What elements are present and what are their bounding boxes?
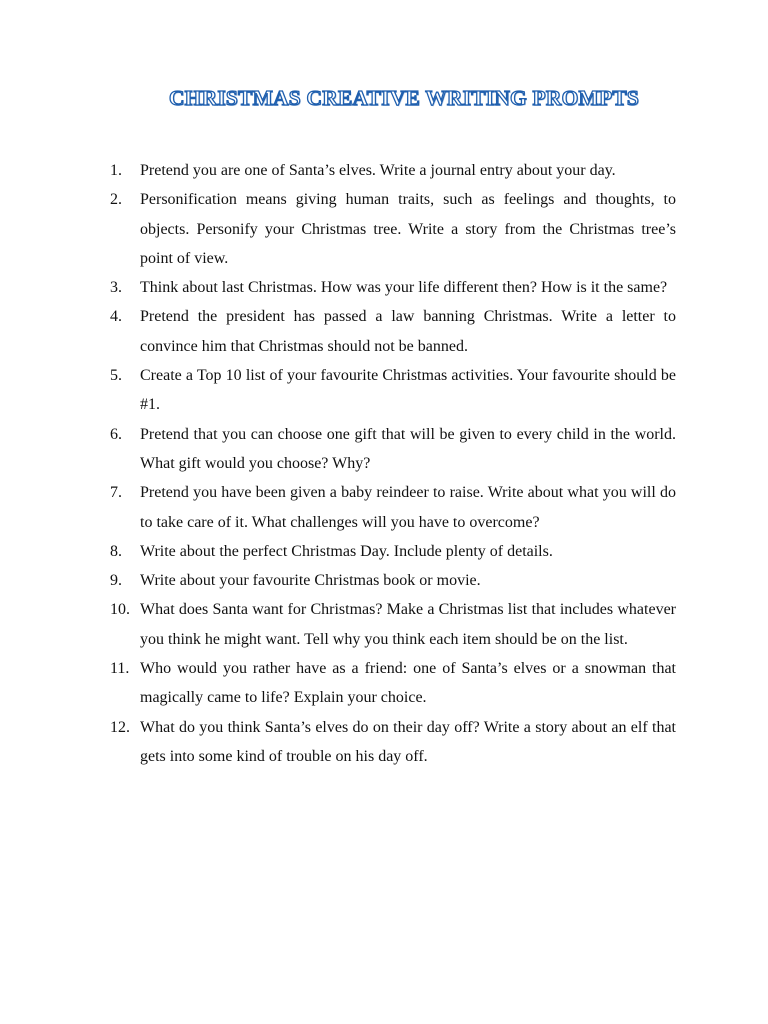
list-item-text: What do you think Santa’s elves do on their day off? Write a story about an elf that gets into some kind of trouble on his day off. xyxy=(140,718,676,765)
list-item-text: Pretend the president has passed a law banning Christmas. Write a letter to convince him that Christmas should not be banned. xyxy=(140,308,676,355)
list-item xyxy=(110,273,676,302)
list-item xyxy=(110,595,676,654)
list-item xyxy=(110,302,676,361)
list-item xyxy=(110,478,676,537)
list-item-number: 6. xyxy=(110,425,122,443)
list-item-number: 12. xyxy=(110,718,130,736)
list-item xyxy=(110,156,676,185)
list-item-number: 9. xyxy=(110,572,122,590)
list-item xyxy=(110,654,676,713)
list-item-number: 2. xyxy=(110,191,122,209)
list-item-text: Pretend you are one of Santa’s elves. Write a journal entry about your day. xyxy=(140,162,616,179)
list-item-number: 4. xyxy=(110,308,122,326)
list-item-text: Write about your favourite Christmas book or movie. xyxy=(140,572,481,590)
list-item-text: Pretend you have been given a baby reindeer to raise. Write about what you will do to take care of it. What challenges will you have to overcome? xyxy=(140,484,676,531)
list-item-text: Who would you rather have as a friend: one of Santa’s elves or a snowman that magically came to life? Explain your choice. xyxy=(140,660,676,707)
list-item-number: 1. xyxy=(110,162,122,179)
list-item xyxy=(110,361,676,420)
list-item-number: 11. xyxy=(110,660,130,678)
list-item-text: Personification means giving human traits, such as feelings and thoughts, to objects. Personify your Christmas tree. Write a story from the Christmas tree’s point of view. xyxy=(140,191,676,267)
list-item-text: What does Santa want for Christmas? Make a Christmas list that includes whatever you think he might want. Tell why you think each item should be on the list. xyxy=(140,601,676,648)
list-item xyxy=(110,420,676,479)
list-item-text: Pretend that you can choose one gift that will be given to every child in the world. What gift would you choose? Why? xyxy=(140,425,676,472)
list-item xyxy=(110,537,676,566)
list-item-number: 5. xyxy=(110,367,122,385)
list-item-number: 7. xyxy=(110,484,122,502)
prompt-list xyxy=(110,156,676,771)
document-title: CHRISTMAS CREATIVE WRITING PROMPTS xyxy=(168,86,640,110)
list-item-text: Write about the perfect Christmas Day. Include plenty of details. xyxy=(140,542,553,560)
list-item xyxy=(110,713,676,772)
list-item-text: Think about last Christmas. How was your life different then? How is it the same? xyxy=(140,279,668,297)
list-item-number: 3. xyxy=(110,279,122,297)
list-item-number: 10. xyxy=(110,601,130,619)
list-item-text: Create a Top 10 list of your favourite Christmas activities. Your favourite should be #1. xyxy=(140,367,676,414)
list-item xyxy=(110,185,676,273)
list-item-number: 8. xyxy=(110,542,122,560)
list-item xyxy=(110,566,676,595)
